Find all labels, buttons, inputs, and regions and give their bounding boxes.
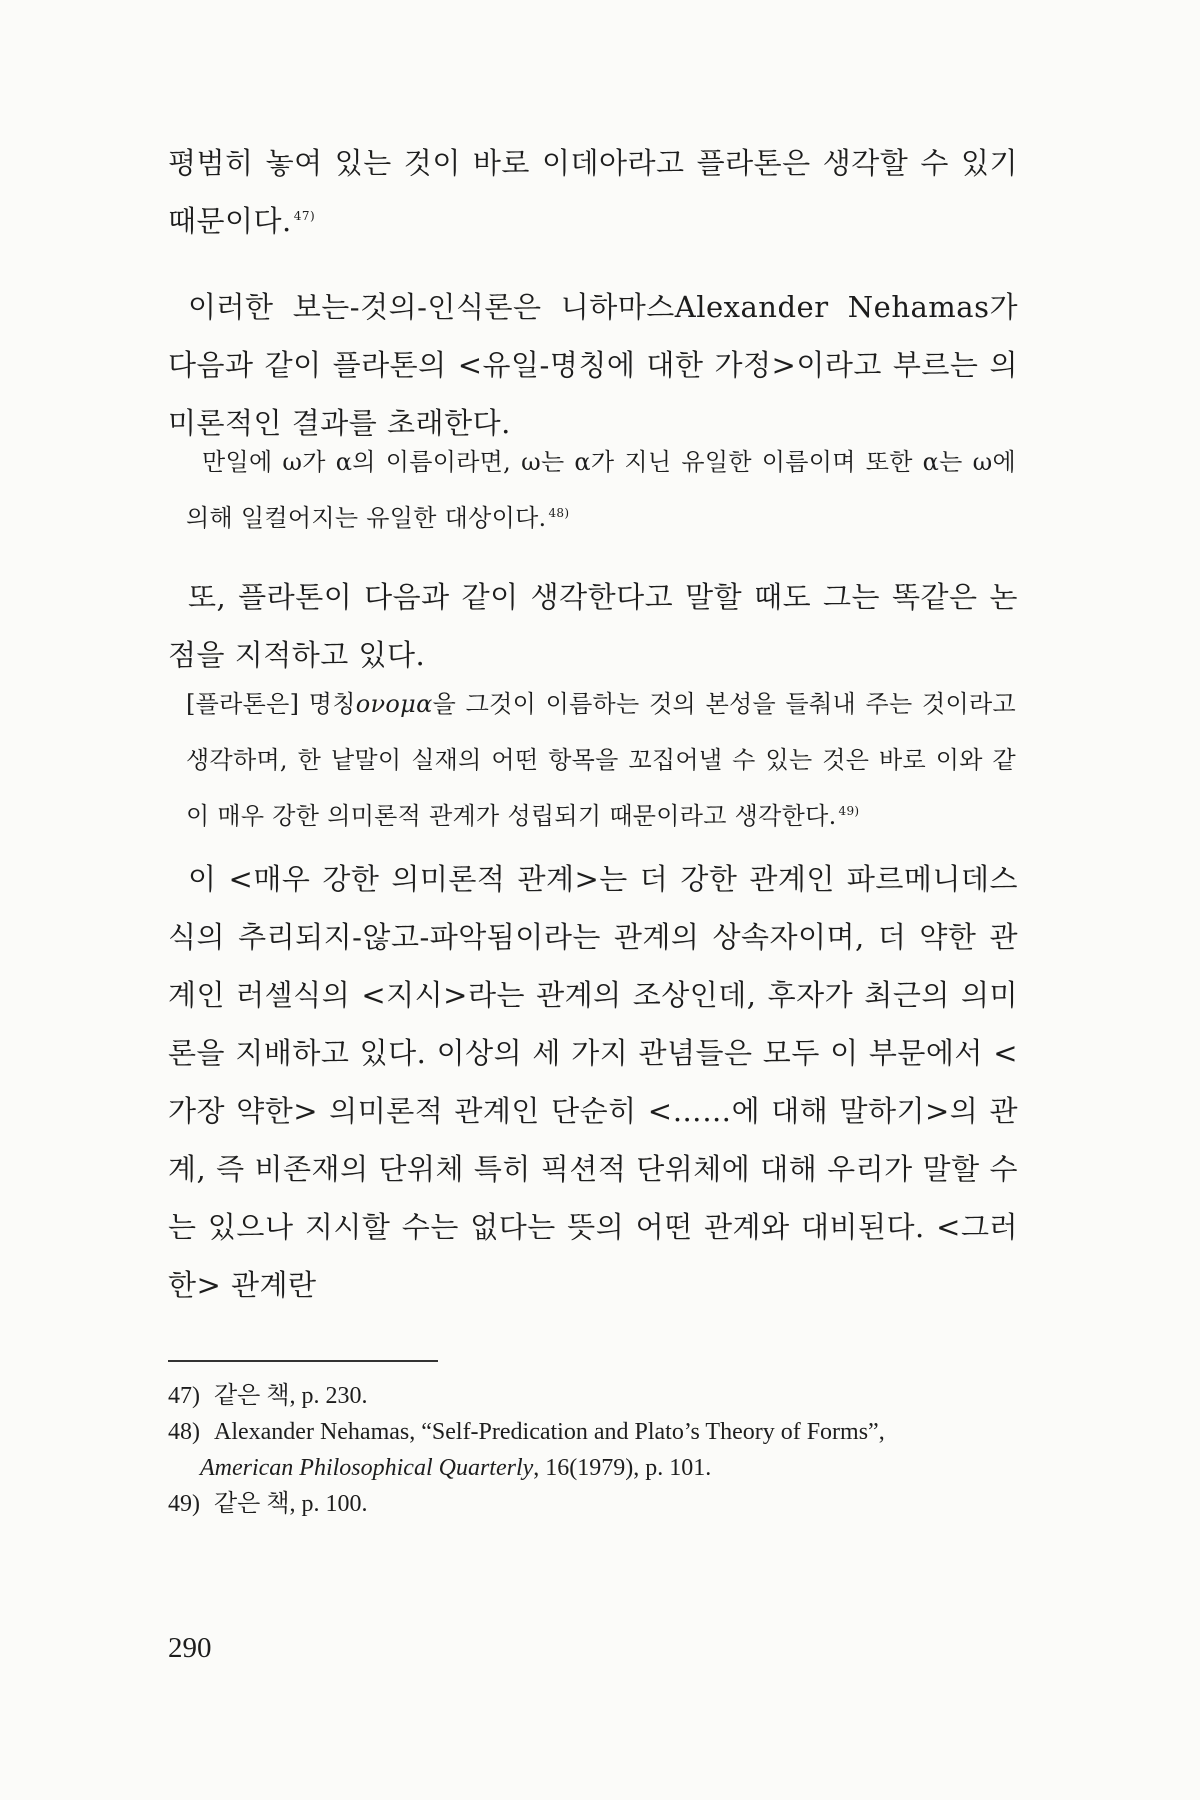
paragraph-3: 또, 플라톤이 다음과 같이 생각한다고 말할 때도 그는 똑같은 논점을 지적하고 있다. [168, 580, 1018, 672]
footnote-text: 같은 책, p. 100. [214, 1491, 368, 1517]
footnote-text: 같은 책, p. 230. [214, 1383, 368, 1409]
footnote-ref-47: 47) [293, 209, 316, 224]
paragraph-1-text: 평범히 놓여 있는 것이 바로 이데아라고 플라톤은 생각할 수 있기 때문이다. [168, 146, 1018, 238]
footnote-ref-49: 49) [838, 804, 860, 818]
block-quote-1-text: 만일에 ω가 α의 이름이라면, ω는 α가 지닌 유일한 이름이며 또한 α는 ω에 의해 일컬어지는 유일한 대상이다. [186, 448, 1016, 532]
footnote-text-post: , 16(1979), p. 101. [533, 1455, 712, 1481]
footnote-number: 47) [168, 1383, 200, 1409]
footnote-47 [168, 1378, 1018, 1414]
block-quote-2-pre: [플라톤은] 명칭 [186, 690, 356, 718]
paragraph-2: 이러한 보는-것의-인식론은 니하마스Alexander Nehamas가 다음과 같이 플라톤의 <유일-명칭에 대한 가정>이라고 부르는 의미론적인 결과를 초래한다. [168, 290, 1018, 440]
footnote-number: 49) [168, 1491, 200, 1517]
page-number: 290 [168, 1632, 212, 1664]
footnote-48 [168, 1414, 1018, 1486]
greek-word-onoma: ονομα [355, 690, 433, 718]
footnote-number: 48) [168, 1419, 200, 1445]
journal-title: American Philosophical Quarterly [200, 1455, 534, 1481]
footnote-49 [168, 1486, 1018, 1522]
footnote-text-pre: Alexander Nehamas, “Self-Predication and Plato’s Theory of Forms”, [214, 1419, 885, 1445]
paragraph-4: 이 <매우 강한 의미론적 관계>는 더 강한 관계인 파르메니데스식의 추리되지-않고-파악됨이라는 관계의 상속자이며, 더 약한 관계인 러셀식의 <지시>라는 관계의 조상인데, 후자가 최근의 의미론을 지배하고 있다. 이상의 세 가지 관념들은 모두 이 부문에서 <가장 약한> 의미론적 관계인 단순히 <……에 대해 말하기>의 관계, 즉 비존재의 단위체 특히 픽션적 단위체에 대해 우리가 말할 수는 있으나 지시할 수는 없다는 뜻의 어떤 관계와 대비된다. <그러한> 관계란 [168, 862, 1018, 1302]
block-quote-2 [186, 676, 1016, 844]
block-quote-1 [186, 434, 1016, 546]
footnote-ref-48: 48) [548, 506, 570, 520]
paragraph-1 [168, 134, 1018, 250]
footnote-separator [168, 1360, 438, 1362]
block-quote-2-post: 을 그것이 이름하는 것의 본성을 들춰내 주는 것이라고 생각하며, 한 낱말이 실재의 어떤 항목을 꼬집어낼 수 있는 것은 바로 이와 같이 매우 강한 의미론적 관계가 성립되기 때문이라고 생각한다. [186, 690, 1016, 830]
